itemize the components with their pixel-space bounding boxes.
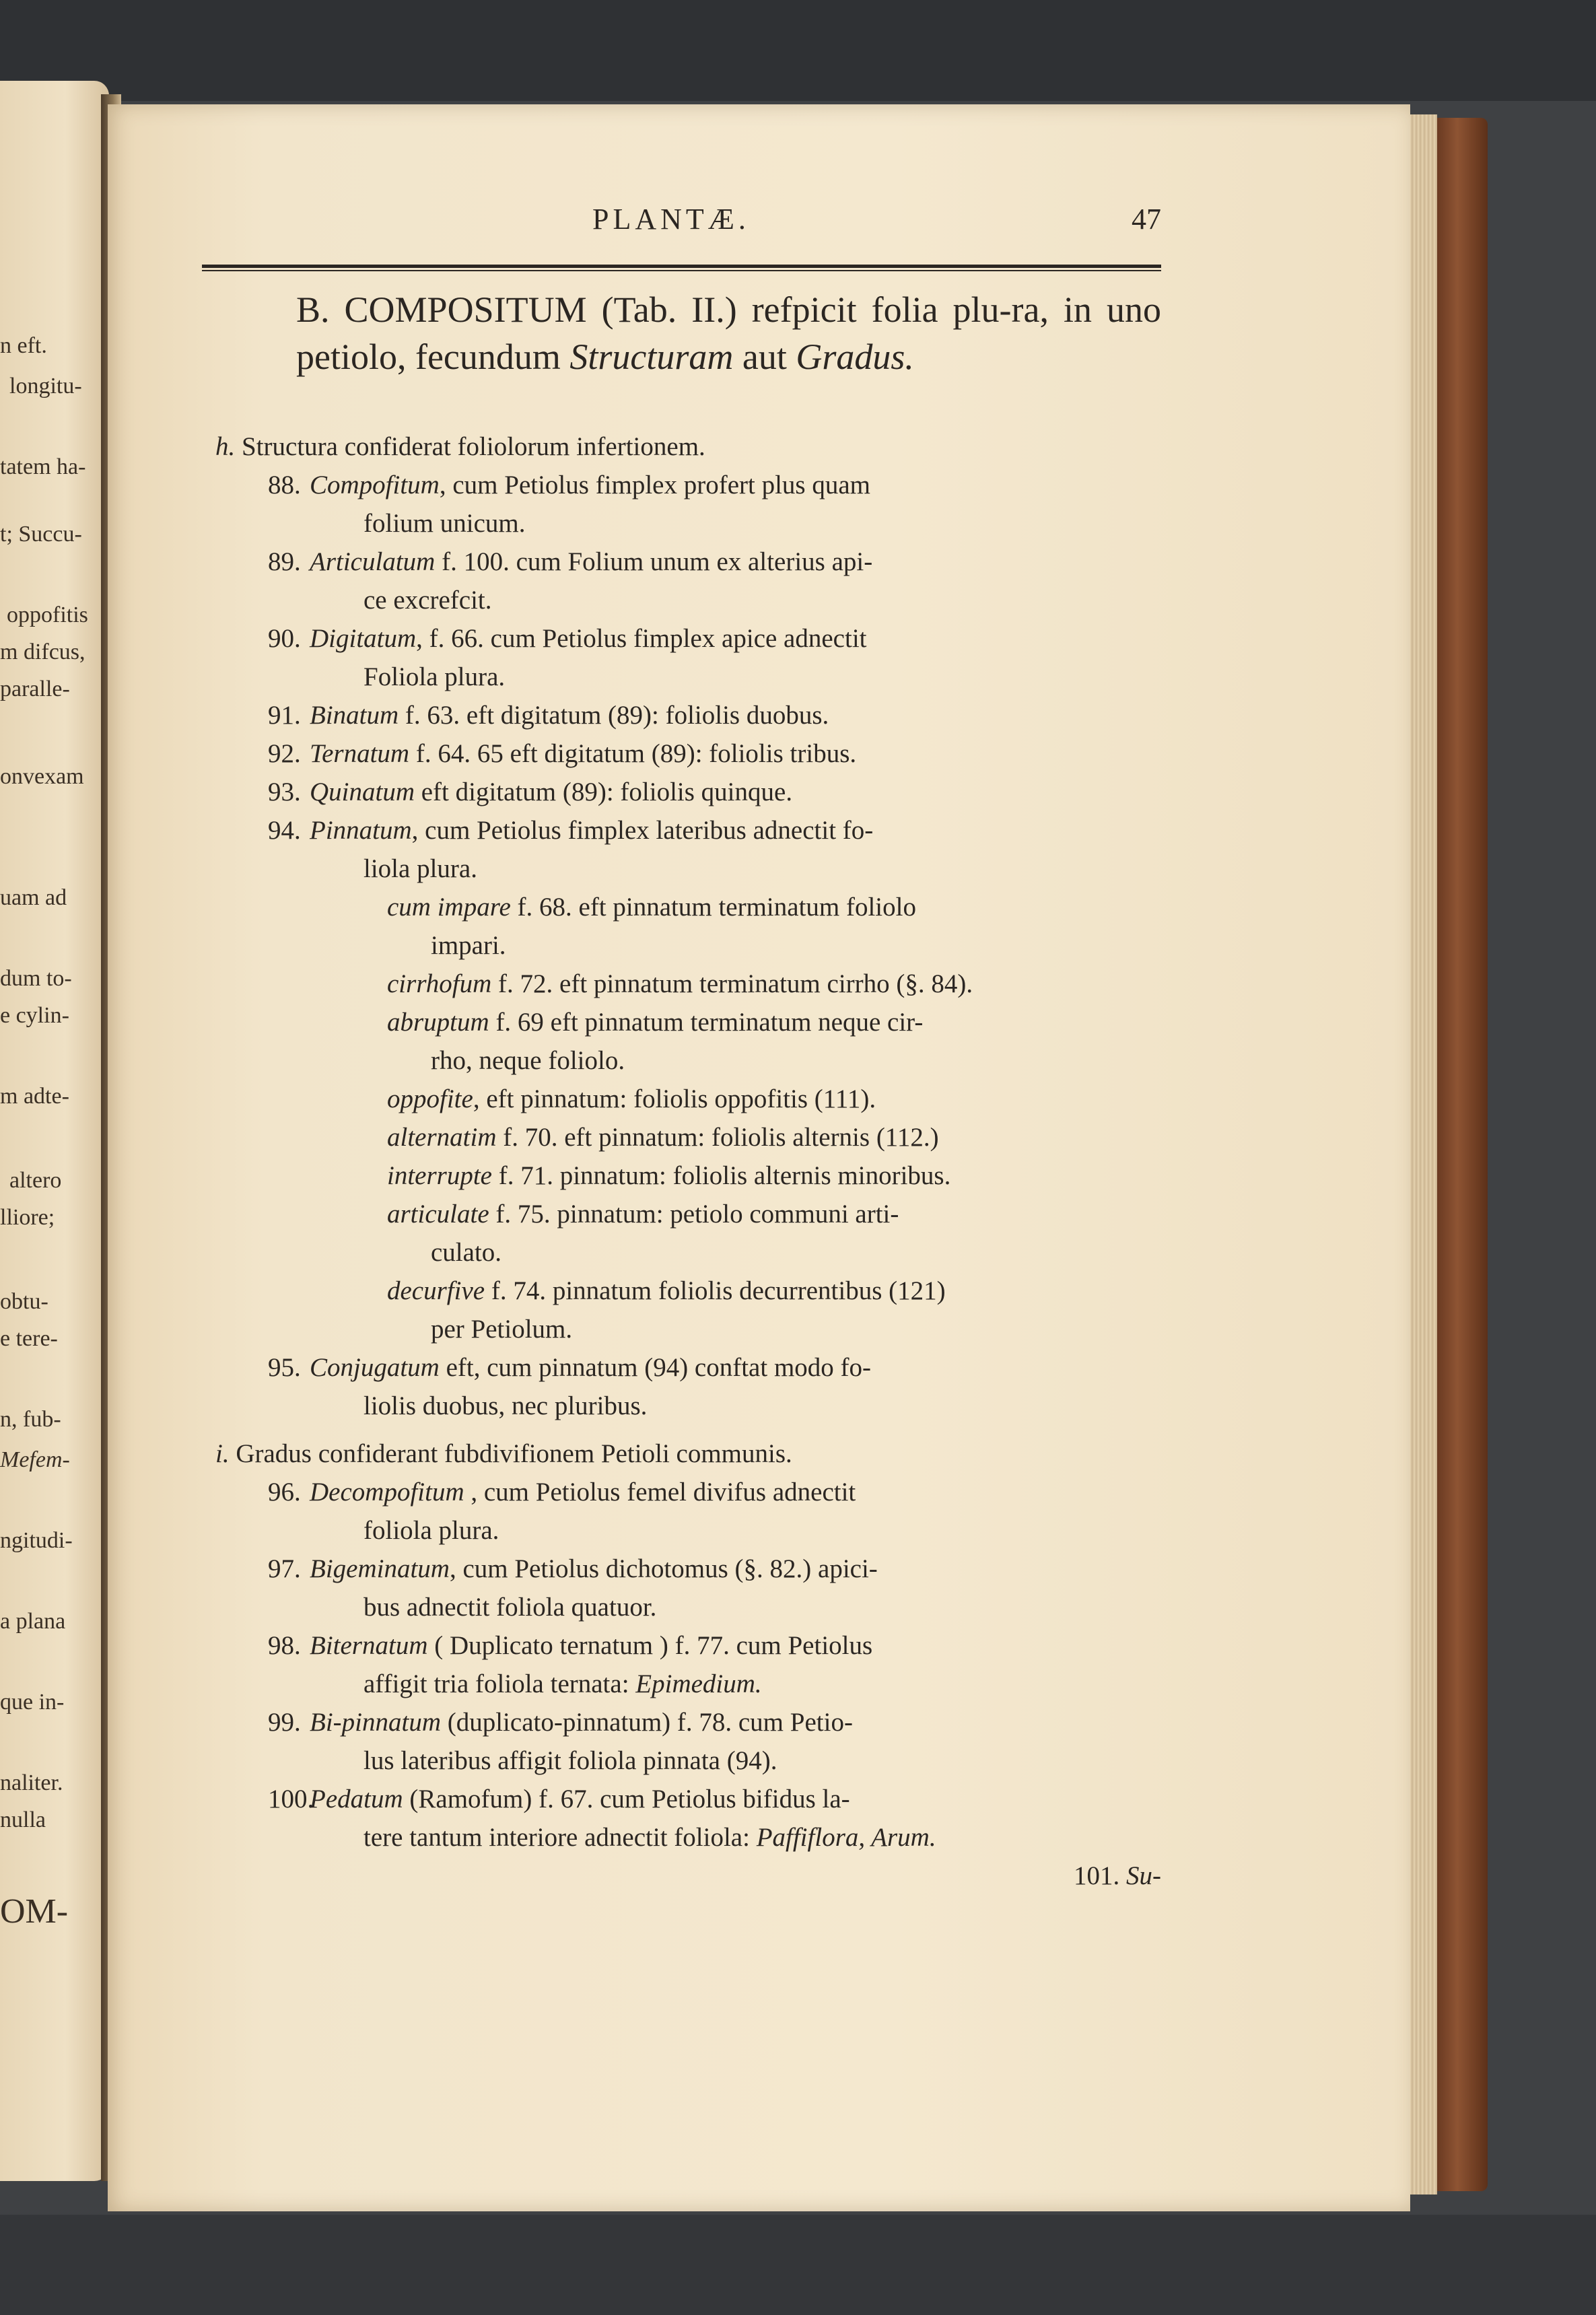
entry-term: Pinnatum xyxy=(310,816,412,845)
facing-page-fragment: a plana xyxy=(0,1609,66,1634)
entry-89-continuation: ce excrefcit. xyxy=(363,586,492,615)
sub-entry-oppofite xyxy=(202,1080,1161,1118)
entry-text: eft, cum pinnatum (94) conftat modo fo- xyxy=(439,1353,872,1382)
entry-text: f. 100. cum Folium unum ex alterius api- xyxy=(435,547,873,576)
entry-96 xyxy=(202,1473,1161,1511)
entry-97 xyxy=(202,1550,1161,1588)
entry-number: 100. xyxy=(268,1785,314,1813)
facing-page-left xyxy=(0,81,109,2181)
sub-entry-abruptum xyxy=(202,1003,1161,1041)
entry-text: eft digitatum (89): foliolis quinque. xyxy=(415,778,793,806)
entry-term: Binatum xyxy=(310,701,399,730)
facing-page-fragment: naliter. xyxy=(0,1770,63,1795)
sub-entry-text: f. 72. eft pinnatum terminatum cirrho (§. 84). xyxy=(491,969,973,998)
sub-entry-text: , eft pinnatum: foliolis oppofitis (111). xyxy=(473,1084,876,1113)
entry-number: 99. xyxy=(268,1708,301,1737)
entry-term: Conjugatum xyxy=(310,1353,440,1382)
background-top xyxy=(0,0,1596,101)
entry-96-continuation: foliola plura. xyxy=(363,1516,499,1545)
entry-continuation-text: tere tantum interiore adnectit foliola: xyxy=(363,1823,750,1852)
sub-entry-alternatim xyxy=(202,1118,1161,1156)
section-text: Gradus confiderant fubdivifionem Petioli communis. xyxy=(236,1439,792,1468)
sub-entry-text: f. 71. pinnatum: foliolis alternis minoribus. xyxy=(491,1161,951,1190)
entry-number: 88. xyxy=(268,471,301,499)
entry-text: f. 64. 65 eft digitatum (89): foliolis tribus. xyxy=(409,739,857,768)
entry-90-continuation: Foliola plura. xyxy=(363,662,506,691)
entry-89 xyxy=(202,543,1161,581)
entry-98-continuation xyxy=(202,1665,1161,1703)
entry-95-continuation: liolis duobus, nec pluribus. xyxy=(363,1391,648,1420)
entry-text: , f. 66. cum Petiolus fimplex apice adnectit xyxy=(416,624,867,653)
facing-page-fragment: ngitudi- xyxy=(0,1528,73,1553)
section-intro xyxy=(296,286,1161,380)
sub-entry-continuation: rho, neque foliolo. xyxy=(431,1046,625,1075)
facing-page-fragment: tatem ha- xyxy=(0,454,86,479)
genus-name: Paffiflora, Arum. xyxy=(756,1823,936,1852)
facing-page-fragment: n, fub- xyxy=(0,1407,61,1432)
facing-page-fragment: Mefem- xyxy=(0,1447,70,1472)
sub-entry-cirrhofum xyxy=(202,965,1161,1003)
facing-page-fragment: m difcus, xyxy=(0,640,85,664)
sub-entry-term: oppofite xyxy=(387,1084,473,1113)
facing-page-fragment: t; Succu- xyxy=(0,522,82,547)
facing-page-fragment: n eft. xyxy=(0,333,47,358)
sub-entry-term: cirrhofum xyxy=(387,969,492,998)
entry-number: 97. xyxy=(268,1554,301,1583)
sub-entry-interrupte xyxy=(202,1156,1161,1195)
facing-page-fragment: onvexam xyxy=(0,764,84,789)
entry-number: 92. xyxy=(268,739,301,768)
entry-100 xyxy=(202,1780,1161,1818)
entry-term: Articulatum xyxy=(310,547,436,576)
facing-page-fragment: e cylin- xyxy=(0,1003,69,1028)
facing-page-fragment: que in- xyxy=(0,1690,65,1715)
entry-number: 95. xyxy=(268,1353,301,1382)
entry-text: , cum Petiolus fimplex lateribus adnectit fo- xyxy=(411,816,874,845)
sub-entry-term: interrupte xyxy=(387,1161,492,1190)
facing-page-fragment: m adte- xyxy=(0,1084,69,1109)
page-number: 47 xyxy=(1132,203,1161,236)
spacer xyxy=(202,1425,1161,1435)
entry-text: ( Duplicato ternatum ) f. 77. cum Petiolus xyxy=(427,1631,873,1660)
entry-number: 96. xyxy=(268,1478,301,1507)
intro-lead: B. COMPOSITUM (Tab. II.) refpicit folia plu-ra, in uno petiolo, fecundum xyxy=(296,289,1161,377)
sub-entry-text: f. 75. pinnatum: petiolo communi arti- xyxy=(489,1200,899,1229)
entry-88-continuation: folium unicum. xyxy=(363,509,526,538)
facing-page-fragment: longitu- xyxy=(9,374,82,399)
entry-text: f. 63. eft digitatum (89): foliolis duobus. xyxy=(398,701,829,730)
entry-number: 91. xyxy=(268,701,301,730)
entry-93 xyxy=(202,773,1161,811)
catchword-number: 101. xyxy=(1074,1861,1120,1890)
catchword xyxy=(202,1857,1161,1895)
sub-entry-decurfive xyxy=(202,1272,1161,1310)
entry-term: Digitatum xyxy=(310,624,417,653)
section-heading-i xyxy=(202,1435,1161,1473)
book-cover-edge xyxy=(1437,118,1488,2191)
sub-entry-term: alternatim xyxy=(387,1123,497,1152)
background-bottom xyxy=(0,2215,1596,2315)
entry-number: 90. xyxy=(268,624,301,653)
section-marker: i. xyxy=(215,1439,230,1468)
header-rule xyxy=(202,265,1161,271)
entry-text: (duplicato-pinnatum) f. 78. cum Petio- xyxy=(440,1708,853,1737)
entry-number: 94. xyxy=(268,816,301,845)
entry-94-continuation: liola plura. xyxy=(363,854,477,883)
facing-page-fragment: oppofitis xyxy=(7,602,88,627)
facing-page-fragment: nulla xyxy=(0,1807,46,1832)
sub-entry-term: cum impare xyxy=(387,893,511,922)
sub-entry-cum-impare xyxy=(202,888,1161,926)
sub-entry-text: f. 68. eft pinnatum terminatum foliolo xyxy=(510,893,916,922)
entry-number: 93. xyxy=(268,778,301,806)
sub-entry-continuation: impari. xyxy=(431,931,506,960)
entry-term: Bi-pinnatum xyxy=(310,1708,441,1737)
entry-number: 98. xyxy=(268,1631,301,1660)
entry-term: Bigeminatum xyxy=(310,1554,450,1583)
sub-entry-text: f. 69 eft pinnatum terminatum neque cir- xyxy=(489,1008,924,1037)
sub-entry-continuation: culato. xyxy=(431,1238,502,1267)
entry-text: (Ramofum) f. 67. cum Petiolus bifidus la- xyxy=(403,1785,850,1813)
sub-entry-text: f. 74. pinnatum foliolis decurrentibus (121) xyxy=(485,1276,946,1305)
section-marker: h. xyxy=(215,432,236,461)
section-text: Structura confiderat foliolorum infertionem. xyxy=(242,432,705,461)
entry-term: Quinatum xyxy=(310,778,415,806)
sub-entry-continuation: per Petiolum. xyxy=(431,1315,573,1344)
facing-page-fragment: e tere- xyxy=(0,1326,58,1351)
entry-88 xyxy=(202,466,1161,504)
entry-94 xyxy=(202,811,1161,850)
facing-page-fragment: obtu- xyxy=(0,1289,48,1314)
page-edges xyxy=(1410,114,1437,2195)
entry-number: 89. xyxy=(268,547,301,576)
sub-entry-text: f. 70. eft pinnatum: foliolis alternis (112.) xyxy=(496,1123,939,1152)
entry-90 xyxy=(202,619,1161,658)
entry-99-continuation: lus lateribus affigit foliola pinnata (94). xyxy=(363,1746,777,1775)
facing-page-fragment: OM- xyxy=(0,1892,69,1931)
page-header xyxy=(202,202,1161,242)
entry-term: Decompofitum xyxy=(310,1478,464,1507)
entry-term: Biternatum xyxy=(310,1631,428,1660)
facing-page-fragment: paralle- xyxy=(0,677,70,701)
intro-italic-structuram: Structuram xyxy=(569,337,734,377)
genus-name: Epimedium. xyxy=(635,1669,762,1698)
intro-mid: aut xyxy=(742,337,787,377)
entry-92 xyxy=(202,734,1161,773)
entry-95 xyxy=(202,1348,1161,1387)
entry-text: , cum Petiolus fimplex profert plus quam xyxy=(439,471,871,499)
entry-100-continuation xyxy=(202,1818,1161,1857)
entry-98 xyxy=(202,1626,1161,1665)
section-heading-h xyxy=(202,427,1161,466)
entry-continuation-text: affigit tria foliola ternata: xyxy=(363,1669,629,1698)
facing-page-fragment: lliore; xyxy=(0,1205,55,1230)
facing-page-fragment: dum to- xyxy=(0,966,72,991)
catchword-text: Su- xyxy=(1126,1861,1161,1890)
intro-italic-gradus: Gradus. xyxy=(796,337,914,377)
page-body xyxy=(202,427,1161,1895)
facing-page-fragment: uam ad xyxy=(0,885,67,910)
running-title: PLANTÆ. xyxy=(592,203,750,236)
entry-term: Ternatum xyxy=(310,739,410,768)
sub-entry-term: abruptum xyxy=(387,1008,489,1037)
entry-97-continuation: bus adnectit foliola quatuor. xyxy=(363,1593,657,1622)
facing-page-fragment: altero xyxy=(9,1168,62,1193)
entry-91 xyxy=(202,696,1161,734)
entry-text: , cum Petiolus femel divifus adnectit xyxy=(464,1478,856,1507)
entry-text: , cum Petiolus dichotomus (§. 82.) apici- xyxy=(449,1554,878,1583)
entry-term: Pedatum xyxy=(310,1785,403,1813)
entry-99 xyxy=(202,1703,1161,1741)
sub-entry-term: articulate xyxy=(387,1200,489,1229)
sub-entry-articulate xyxy=(202,1195,1161,1233)
sub-entry-term: decurfive xyxy=(387,1276,485,1305)
entry-term: Compofitum xyxy=(310,471,440,499)
